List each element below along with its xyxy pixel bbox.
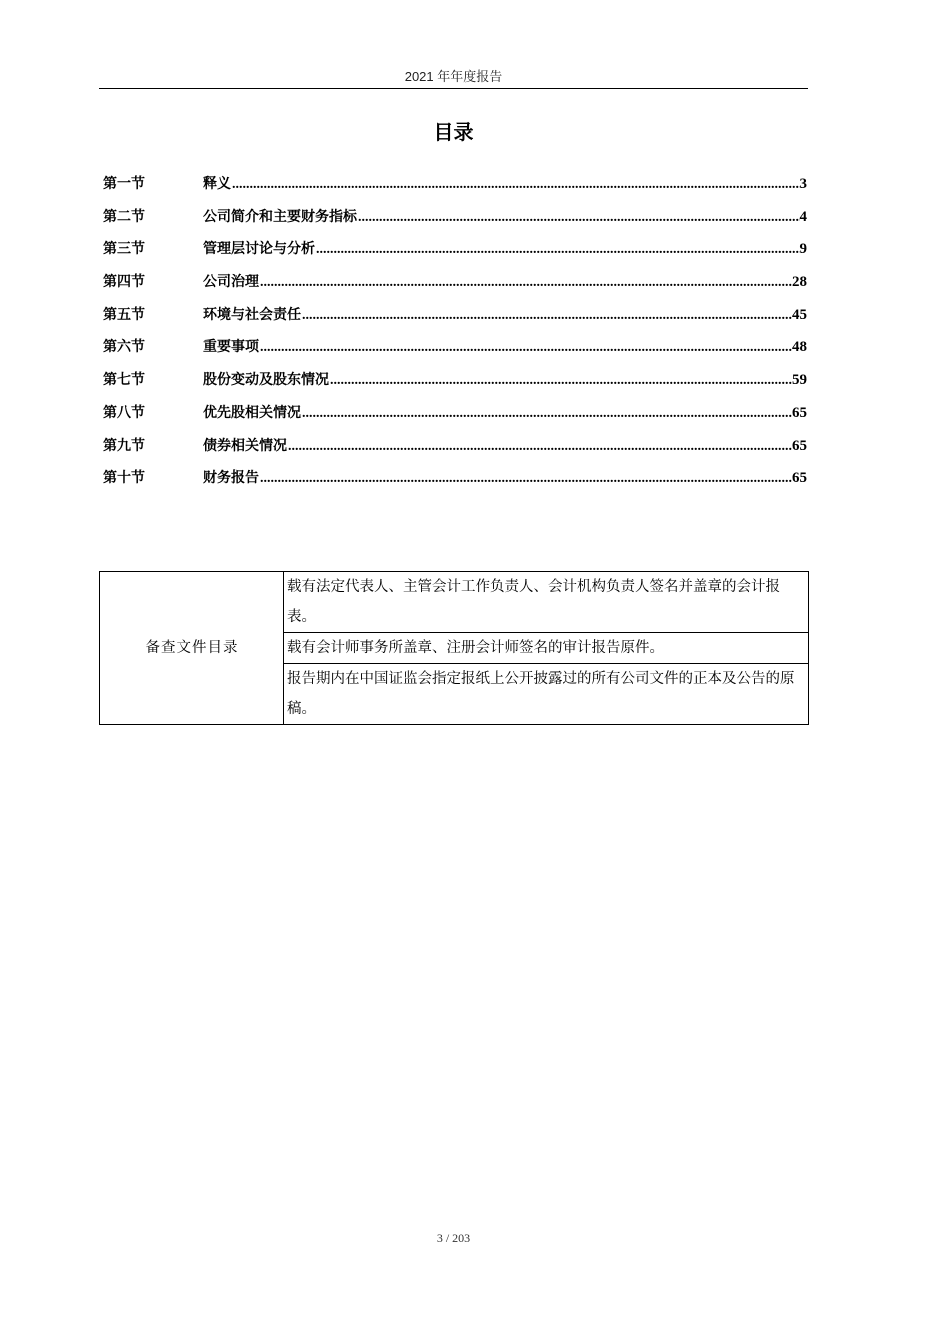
toc-page-number: 59 <box>792 372 807 389</box>
toc-entry[interactable] <box>103 402 807 435</box>
toc-entry[interactable] <box>103 173 807 206</box>
toc-section-number: 第四节 <box>103 274 145 291</box>
toc-section-number: 第八节 <box>103 404 145 421</box>
toc-section-number: 第六节 <box>103 339 145 356</box>
toc-section-title: 环境与社会责任 <box>203 306 301 323</box>
toc-page-number: 9 <box>799 241 807 258</box>
toc-page-number: 28 <box>792 274 807 291</box>
toc-section-number: 第三节 <box>103 241 145 258</box>
toc-section-title: 公司简介和主要财务指标 <box>203 208 357 225</box>
toc-section-number: 第九节 <box>103 437 145 454</box>
toc-title: 目录 <box>433 120 474 144</box>
toc-section-title: 优先股相关情况 <box>203 404 301 421</box>
toc-page-number: 65 <box>792 437 807 454</box>
toc-leader-dots <box>231 177 800 193</box>
toc-leader-dots <box>329 373 792 389</box>
toc-section-number: 第二节 <box>103 208 145 225</box>
toc-page-number: 65 <box>792 470 807 487</box>
table-of-contents <box>103 173 807 500</box>
toc-page-number: 45 <box>792 306 807 323</box>
toc-section-title: 债券相关情况 <box>203 437 287 454</box>
toc-entry[interactable] <box>103 238 807 271</box>
toc-leader-dots <box>259 471 792 487</box>
toc-page-number: 65 <box>792 404 807 421</box>
toc-section-title: 公司治理 <box>203 274 259 291</box>
toc-entry[interactable] <box>103 304 807 337</box>
toc-section-number: 第一节 <box>103 176 145 192</box>
toc-leader-dots <box>287 439 792 455</box>
toc-section-title: 财务报告 <box>203 470 259 487</box>
table-row <box>100 572 809 633</box>
toc-section-title: 重要事项 <box>203 339 259 356</box>
reference-documents-table <box>99 571 809 725</box>
toc-leader-dots <box>301 308 792 324</box>
reference-document-item: 报告期内在中国证监会指定报纸上公开披露过的所有公司文件的正本及公告的原稿。 <box>284 664 809 725</box>
reference-document-item: 载有法定代表人、主管会计工作负责人、会计机构负责人签名并盖章的会计报表。 <box>284 572 809 633</box>
toc-entry[interactable] <box>103 435 807 468</box>
toc-leader-dots <box>301 406 792 422</box>
toc-section-number: 第五节 <box>103 306 145 323</box>
toc-entry[interactable] <box>103 336 807 369</box>
toc-entry[interactable] <box>103 467 807 500</box>
toc-page-number: 4 <box>799 208 807 225</box>
toc-leader-dots <box>315 242 800 258</box>
toc-section-title: 股份变动及股东情况 <box>203 372 329 389</box>
toc-section-title: 释义 <box>203 176 231 192</box>
toc-entry[interactable] <box>103 206 807 239</box>
header-rule <box>99 88 808 89</box>
toc-section-title: 管理层讨论与分析 <box>203 241 315 258</box>
running-header: 2021 年年度报告 <box>404 69 503 84</box>
toc-leader-dots <box>357 210 800 226</box>
toc-section-number: 第十节 <box>103 470 145 487</box>
toc-section-number: 第七节 <box>103 372 145 389</box>
reference-documents-label: 备查文件目录 <box>100 572 284 725</box>
toc-leader-dots <box>259 340 792 356</box>
toc-page-number: 48 <box>792 339 807 356</box>
reference-document-item: 载有会计师事务所盖章、注册会计师签名的审计报告原件。 <box>284 633 809 664</box>
toc-page-number: 3 <box>799 176 807 192</box>
page-number-footer: 3 / 203 <box>436 1231 471 1245</box>
toc-entry[interactable] <box>103 369 807 402</box>
toc-entry[interactable] <box>103 271 807 304</box>
toc-leader-dots <box>259 275 792 291</box>
